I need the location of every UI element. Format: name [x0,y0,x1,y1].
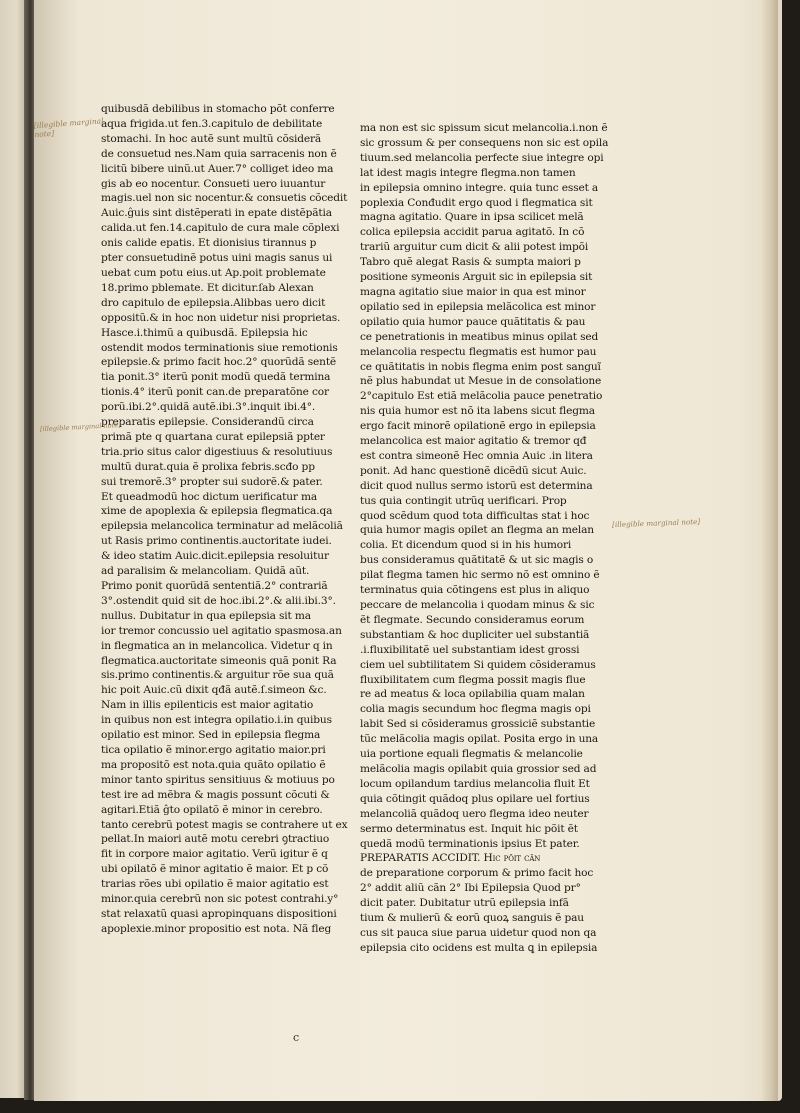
text-line: PREPARATIS ACCIDIT. Hic põit cãn [360,852,541,865]
text-line: melancolica est maior agitatio & tremor qđ [360,435,587,448]
text-line: tica opilatio ẽ minor.ergo agitatio maior.pri [101,743,326,756]
text-line: ior tremor concussio uel agitatio spasmosa.an [101,624,342,637]
text-line: lat idest magis integre flegma.non tamen [360,166,576,179]
text-line: ẽt flegmate. Secundo consideramus eorum [360,613,585,626]
text-line: pellat.In maiori autẽ motu cerebri ꝯtractiuo [101,833,330,846]
text-line: onis calide epatis. Et dionisius tirannus p [101,237,317,250]
text-line: terminatus quia cõtingens est plus in aliquo [360,584,590,597]
text-line: opilatio sed in epilepsia melãcolica est minor [360,300,596,313]
text-line: poplexia Conđudit ergo quod i flegmatica sit [360,196,593,209]
page-fore-edge [762,0,778,1101]
text-line: de preparatione corporum & primo facit hoc [360,867,594,880]
text-line: de consuetud nes.Nam quia sarracenis non ẽ [101,147,337,160]
text-line: primã pte q quartana curat epilepsiã ppter [101,430,325,443]
text-line: agitari.Etiã ĝto opilatõ ẽ minor in cerebro. [101,803,323,816]
text-line: substantiam & hoc dupliciter uel substantiã [360,628,590,641]
text-line: tia ponit.3° iterũ ponit modũ quedã termina [101,371,331,384]
text-line: apoplexie.minor propositio est nota. Nã fleg [101,922,332,935]
text-line: uebat cum potu eius.ut Ap.poit problemate [101,266,326,279]
text-line: flegmatica.auctoritate simeonis quã ponit Ra [101,654,337,667]
text-line: trarias rões ubi opilatio ẽ maior agitatio est [101,878,329,891]
text-line: dro capitulo de epilepsia.Alibbas uero dicit [101,296,326,309]
text-line: peccare de melancolia i quodam minus & sic [360,599,595,611]
text-line: oppositũ.& in hoc non uidetur nisi proprietas. [101,311,341,324]
text-line: in epilepsia omnino integre. quia tunc esset a [360,181,599,194]
text-line: tionis.4° iterũ ponit can.de preparatõne cor [101,386,329,399]
text-line: hic poit Auic.cũ dixit qđã autẽ.ſ.simeon &c. [101,684,327,697]
text-line: Primo ponit quorũdã sententiã.2° contrariã [101,580,328,592]
marginal-annotation-top-left: [illegible marginal note] [33,116,104,140]
text-line: sis.primo continentis.& arguitur rõe sua quã [101,669,334,682]
text-line: dicit quod nullus sermo istorũ est determina [360,479,593,492]
text-line: ut Rasis primo continentis.auctoritate iudei. [101,535,332,548]
text-line: in quibus non est integra opilatio.i.in quibus [101,714,332,727]
text-line: colia magis secundum hoc flegma magis opi [360,703,591,716]
text-line: epilepsia melancolica terminatur ad melãcoliã [101,520,343,533]
text-line: xime de apoplexia & epilepsia flegmatica.qa [101,505,333,518]
text-line: Tabro quẽ alegat Rasis & sumpta maiori p [360,256,581,269]
text-line: opilatio est minor. Sed in epilepsia flegma [101,729,321,742]
text-line: stat relaxatũ quasi apropinquans dispositioni [101,907,337,920]
text-line: ma propositõ est nota.quia quãto opilatio ẽ [101,758,326,771]
text-line: ponit. Ad hanc questionẽ dicẽdũ sicut Auic. [360,464,587,477]
text-line: sui tremorẽ.3° propter sui sudorẽ.& pater. [101,475,323,488]
text-line: tium & mulierũ & eorũ quoꝝ sanguis ẽ pau [360,912,584,925]
text-line: Hasce.i.thimũ a quibusdã. Epilepsia hic [101,326,308,339]
text-line: melancolia respectu flegmatis est humor pau [360,345,597,358]
text-line: sic grossum & per consequens non sic est opila [360,136,609,149]
text-line: ergo facit minorẽ opilationẽ ergo in epilepsia [360,420,596,433]
text-line: bus consideramus quãtitatẽ & ut sic magis o [360,554,594,567]
text-line: opilatio quia humor pauce quãtitatis & pau [360,315,586,328]
text-line: magna agitatio siue maior in qua est minor [360,285,586,298]
text-line: cus sit pauca siue parua uidetur quod non qa [360,926,597,939]
marginal-annotation-mid-left: [illegible marginal note] [39,420,121,434]
text-line: tũc melãcolia magis opilat. Posita ergo in una [360,733,599,746]
text-line: aqua frigida.ut fen.3.capitulo de debilitate [101,117,323,130]
text-line: sermo determinatus est. Inquit hic põit ẽt [360,822,578,835]
text-line: tiuum.sed melancolia perfecte siue integre opi [360,151,604,164]
text-line: minor.quia cerebrũ non sic potest contrahi.y° [101,893,339,906]
text-line: magna agitatio. Quare in ipsa scilicet melã [360,211,584,224]
text-line: epilepsie.& primo facit hoc.2° quorũdã sentẽ [101,356,337,369]
text-line: in flegmatica an in melancolica. Videtur q in [101,639,333,652]
text-line: pter consuetudinẽ potus uini magis sanus ui [101,252,333,265]
text-line: ce quãtitatis in nobis flegma enim post sanguĩ [360,360,601,373]
text-line: tus quia contingit utrũq uerificari. Prop [360,494,567,507]
text-line: quia cõtingit quãdoq plus opilare uel fortius [360,792,590,805]
text-line: dicit pater. Dubitatur utrũ epilepsia infã [360,897,569,910]
text-line: Auic.ĝuis sint distẽperati in epate distẽpãtia [101,207,332,220]
text-line: calida.ut fen.14.capitulo de cura male cõplexi [101,222,340,235]
text-line: nis quia humor est nõ ita labens sicut flegma [360,405,595,418]
text-line: 2°capitulo Est etiã melãcolia pauce penetratio [360,390,603,403]
text-line: ciem uel subtilitatem Si quidem cõsideramus [360,658,596,671]
text-line: ubi opilatõ ẽ minor agitatio ẽ maior. Et p cõ [101,863,329,876]
text-line: minor tanto spiritus sensitiuus & motiuus po [101,773,335,786]
text-line: 18.primo pblemate. Et dicitur.ſab Alexan [101,281,314,294]
text-line: .i.fluxibilitatẽ uel substantiam idest grossi [360,643,580,656]
text-line: quia humor magis opilet an flegma an melan [360,524,594,537]
text-line: gis ab eo nocentur. Consueti uero iuuantur [101,177,326,190]
text-line: positione symeonis Arguit sic in epilepsia sit [360,271,593,284]
text-line: colica epilepsia accidit parua agitatõ. In cõ [360,226,585,239]
text-line: & ideo statim Auic.dicit.epilepsia resoluitur [101,550,329,563]
text-line: melãcolia magis opilabit quia grossior sed ad [360,762,597,775]
text-line: magis.uel non sic nocentur.& consuetis cõcedit [101,192,348,205]
text-line: Et queadmodũ hoc dictum uerificatur ma [101,490,318,503]
text-line: fit in corpore maior agitatio. Verũ igitur ẽ q [101,848,328,861]
text-line: quod scẽdum quod tota difficultas stat i hoc [360,509,590,522]
text-line: 3°.ostendit quid sit de hoc.ibi.2°.& alii.ibi.3°. [101,594,336,607]
text-line: ce penetrationis in meatibus minus opilat sed [360,330,599,343]
text-line: ma non est sic spissum sicut melancolia.i.non ẽ [360,122,608,134]
text-line: uia portione equali flegmatis & melancolie [360,748,583,761]
text-line: fluxibilitatem cum flegma possit magis flue [360,673,586,686]
text-line: pilat flegma tamen hic sermo nõ est omnino ẽ [360,569,600,582]
text-line: preparatis epilepsie. Considerandũ circa [101,416,314,429]
text-line: est contra simeonẽ Hec omnia Auic .in litera [360,449,593,462]
text-line: ostendit modos terminationis siue remotionis [101,341,338,354]
marginal-annotation-right: [illegible marginal note] [611,516,701,530]
text-line: ad paralisim & melancoliam. Quidã aũt. [101,565,310,578]
text-column-left [101,102,348,937]
text-line: tanto cerebrũ potest magis se contrahere ut ex [101,818,348,831]
text-column-right [360,121,609,956]
text-line: porũ.ibi.2°.quidã autẽ.ibi.3°.inquit ibi.4°. [101,401,316,414]
text-line: melancoliã quãdoq uero flegma ideo neuter [360,807,589,820]
text-line: epilepsia cito ocidens est multa ꝗ in epilepsia [360,941,598,954]
text-line: nullus. Dubitatur in qua epilepsia sit ma [101,609,311,622]
text-line: 2° addit aliũ cãn 2° Ibi Epilepsia Quod pr° [360,882,581,895]
text-line: licitũ bibere uinũ.ut Auer.7° colliget ideo ma [101,162,334,175]
text-line: test ire ad mẽbra & magis possunt cõcuti & [101,788,330,801]
signature-mark: c [293,1031,300,1044]
text-line: colia. Et dicendum quod si in his humori [360,539,572,552]
text-line: stomachi. In hoc autẽ sunt multũ cõsiderã [101,132,322,145]
text-line: tria.prio situs calor digestiuus & resolutiuus [101,445,333,458]
text-line: multũ durat.quia ẽ prolixa febris.scđo pp [101,460,315,473]
text-line: quedã modũ terminationis ipsius Et pater. [360,837,580,850]
text-line: trariũ arguitur cum dicit & alii potest impõi [360,241,589,254]
text-line: Nam in illis epilenticis est maior agitatio [101,699,314,712]
text-line: locum opilandum tardius melancolia fluit Et [360,777,590,790]
text-line: labit Sed si cõsideramus grossiciẽ substantie [360,718,596,731]
text-line: nẽ plus habundat ut Mesue in de consolatione [360,375,602,388]
text-line: re ad meatus & loca opilabilia quam malan [360,688,585,701]
text-line: quibusdã debilibus in stomacho põt conferre [101,103,335,115]
